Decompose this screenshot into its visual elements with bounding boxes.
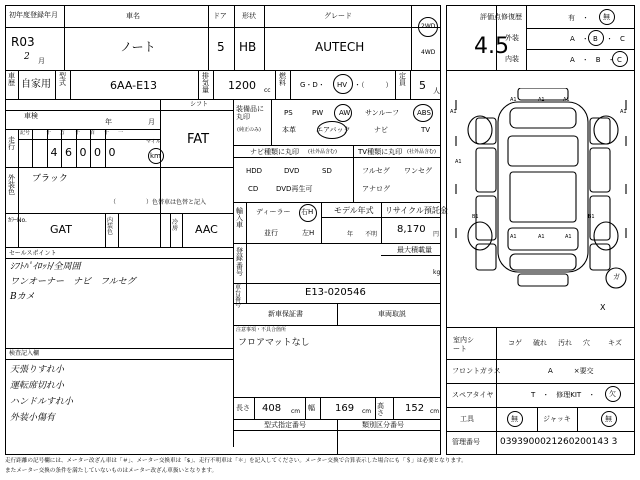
fuel-hv: HV bbox=[337, 81, 348, 89]
fuel-other: ・（ ） bbox=[354, 81, 393, 89]
front: A ×要交 bbox=[548, 367, 594, 375]
repair-opts: 有 ・ bbox=[568, 14, 589, 22]
mgmt: 0393900021260200143 3 bbox=[500, 437, 618, 447]
notes: フロアマットなし bbox=[238, 338, 310, 348]
mileage-digit-2: 6 bbox=[65, 146, 72, 159]
chassis: E13-020546 bbox=[305, 287, 366, 298]
height: 152 bbox=[405, 403, 425, 414]
mileage-head-6: 一 bbox=[118, 130, 124, 136]
load-unit: kg bbox=[433, 269, 441, 276]
length: 408 bbox=[262, 403, 282, 414]
jack-label: ジャッキ bbox=[543, 415, 571, 423]
equip-item: サンルーフ bbox=[365, 109, 400, 117]
mgmt-label: 管理番号 bbox=[452, 438, 480, 446]
damage-mark: A1 bbox=[450, 109, 457, 115]
repair-label: 修復歴 bbox=[501, 13, 522, 21]
ext-opts: A ・ bbox=[570, 35, 589, 43]
capacity: 5 bbox=[419, 79, 426, 92]
jack-none: 無 bbox=[605, 415, 612, 423]
cap-unit: 人 bbox=[433, 87, 440, 95]
ext-b: B bbox=[593, 35, 598, 43]
mileage-head-2: 万 bbox=[60, 130, 66, 136]
equip-item: AW bbox=[339, 109, 351, 117]
cooling: AAC bbox=[195, 223, 218, 236]
shaken-year: 年 bbox=[105, 118, 112, 126]
equip-item: ナビ bbox=[374, 126, 388, 134]
recycle-label: リサイクル預託金 bbox=[385, 206, 448, 215]
km: km bbox=[150, 152, 161, 160]
inspection-line: ハンドルすれ小 bbox=[10, 397, 74, 407]
score: 4.5 bbox=[474, 34, 509, 59]
shape: HB bbox=[239, 40, 257, 54]
hgt-label: 高さ bbox=[377, 402, 384, 417]
seat-option: 穴 bbox=[583, 339, 590, 347]
mileage-head-1: 十 bbox=[46, 130, 52, 136]
sales-title: セールスポイント bbox=[9, 250, 57, 257]
front-label: フロントガラス bbox=[452, 367, 501, 375]
notes-title: 注意事項・不具合箇所 bbox=[236, 327, 287, 333]
doors: 5 bbox=[217, 40, 225, 54]
grade-label: グレード bbox=[324, 12, 352, 20]
ext-c: ・ C bbox=[606, 35, 625, 43]
equip-item: 本革 bbox=[282, 126, 296, 134]
seat-option: キズ bbox=[608, 339, 622, 347]
fuel-opts: G・D・ bbox=[300, 81, 325, 89]
inspection-line: 天張りすれ小 bbox=[10, 365, 65, 375]
tools-none: 無 bbox=[511, 415, 518, 423]
mileage-head-0: 記号 bbox=[20, 130, 31, 136]
cap-label: 定員 bbox=[399, 72, 406, 87]
year-unknown: 不明 bbox=[365, 231, 378, 238]
int-label: 内装 bbox=[505, 55, 519, 63]
equip-sub: (純正のみ) bbox=[237, 127, 261, 133]
drive-2wd: 2WD bbox=[421, 23, 436, 30]
glass-mark: ガ bbox=[613, 273, 620, 281]
len-label: 長さ bbox=[236, 404, 250, 412]
equip-label: 装備品に丸印 bbox=[236, 105, 264, 121]
drive-4wd: 4WD bbox=[421, 49, 436, 56]
spare-label: スペアタイヤ bbox=[452, 391, 494, 399]
shape-label: 形状 bbox=[242, 12, 256, 20]
shaken-label: 車検 bbox=[24, 112, 38, 120]
footer-line-2: またメーター交換の条件を満たしていないものはメーター改ざん車扱いとなります。 bbox=[5, 468, 218, 474]
colorno-label: ｶﾗｰNo. bbox=[8, 217, 27, 224]
usage-label: 車歴 bbox=[8, 72, 15, 87]
damage-mark: A1 bbox=[538, 234, 545, 240]
int-color-label: 内装色 bbox=[107, 217, 114, 236]
repair-none: 無 bbox=[603, 13, 610, 21]
sales-line: Bカメ bbox=[10, 292, 35, 302]
displacement: 1200 bbox=[228, 79, 256, 92]
equip-item: ABS bbox=[417, 109, 431, 117]
inspection-line: 運転席切れ小 bbox=[10, 381, 65, 391]
disp-label: 排気量 bbox=[202, 72, 209, 94]
damage-mark: A1 bbox=[538, 97, 545, 103]
damage-mark: A1 bbox=[565, 234, 572, 240]
warranty: 新車保証書 bbox=[268, 310, 303, 318]
tv-option: アナログ bbox=[362, 185, 390, 193]
chassis-label: 車台番号 bbox=[235, 284, 242, 309]
nav-option: DVD bbox=[284, 167, 300, 175]
tv-sub: (社外品含む) bbox=[407, 149, 436, 155]
dealer: ディーラー bbox=[256, 208, 291, 216]
spare: T ・ 修理KIT ・ bbox=[531, 391, 596, 399]
doors-label: ドア bbox=[213, 12, 227, 20]
seat-option: コゲ bbox=[508, 339, 522, 347]
reg-era: R03 bbox=[11, 35, 35, 49]
int-opts: A ・ B ・ bbox=[570, 56, 615, 64]
recycle: 8,170 bbox=[397, 224, 426, 235]
sales-line: ワンオーナー ナビ フルセグ bbox=[10, 277, 136, 287]
seat-option: 汚れ bbox=[558, 339, 572, 347]
mileage-head-4: 百 bbox=[90, 130, 96, 136]
sales-line: ｼﾌﾄﾊﾟｲﾛｯﾄ/全周囲 bbox=[10, 262, 81, 272]
width: 169 bbox=[335, 403, 355, 414]
color-label: 外装色 bbox=[8, 174, 15, 196]
nav-option: DVD再生可 bbox=[276, 185, 313, 193]
equip-item: PS bbox=[284, 109, 293, 117]
year-unit: 年 bbox=[347, 231, 354, 238]
shift-label: シフト bbox=[190, 101, 209, 108]
footer-line-1: 走行距離の記号欄には、メーター改ざん車は「＃」、メーター交換車は「$」、走行不明車は「＊」を記入してください。メーター交換で合算表示した場合にも「＄」は必要となります。 bbox=[5, 458, 467, 464]
manual: 車両取説 bbox=[378, 310, 406, 318]
recycle-unit: 円 bbox=[433, 231, 440, 238]
fuel-label: 燃料 bbox=[279, 72, 286, 87]
nav-sub: (社外品含む) bbox=[308, 149, 337, 155]
seat-label: 室内シート bbox=[453, 336, 474, 354]
regno-label: 登録番号 bbox=[236, 247, 243, 278]
seat-option: 破れ bbox=[533, 339, 547, 347]
name-label: 車名 bbox=[126, 12, 140, 20]
ext-label: 外装 bbox=[505, 34, 519, 42]
wid-unit: cm bbox=[362, 408, 372, 415]
cool-label: 冷房 bbox=[172, 219, 179, 232]
car-name: ノート bbox=[120, 40, 156, 54]
equip-item: TV bbox=[421, 126, 431, 134]
damage-mark: B1 bbox=[472, 214, 479, 220]
equip-item: エアバック bbox=[316, 126, 351, 134]
damage-mark: A1 bbox=[455, 159, 462, 165]
damage-mark: A1 bbox=[510, 234, 517, 240]
reg-month-unit: 月 bbox=[38, 57, 45, 65]
damage-mark: A1 bbox=[620, 109, 627, 115]
colorno: GAT bbox=[50, 223, 72, 236]
disp-unit: cc bbox=[264, 87, 271, 94]
model: 6AA-E13 bbox=[110, 79, 158, 92]
nav-option: SD bbox=[322, 167, 332, 175]
score-label: 評価点 bbox=[480, 13, 501, 21]
model-label: 型式 bbox=[59, 72, 66, 87]
reg-label: 初年度登録年月 bbox=[9, 11, 58, 19]
inspection-line: 外装小傷有 bbox=[10, 413, 56, 423]
mileage-head-5: 十 bbox=[104, 130, 110, 136]
spare-none: 欠 bbox=[609, 390, 616, 398]
x-mark: X bbox=[600, 303, 606, 312]
damage-mark: A1 bbox=[563, 97, 570, 103]
mile-label: マイル bbox=[146, 139, 161, 145]
usage: 自家用 bbox=[21, 79, 51, 90]
mileage-digit-3: 0 bbox=[79, 146, 87, 159]
wid-label: 幅 bbox=[308, 404, 315, 412]
tv-label: TV種類に丸印 bbox=[358, 148, 403, 156]
tv-option: ワンセグ bbox=[404, 167, 432, 175]
reg-month: 2 bbox=[24, 52, 30, 62]
typeno-label: 型式指定番号 bbox=[264, 421, 306, 429]
shaken-month: 月 bbox=[148, 118, 155, 126]
hgt-unit: cm bbox=[430, 408, 440, 415]
year-label: モデル年式 bbox=[334, 206, 374, 215]
run-label: 走行 bbox=[8, 136, 15, 151]
nav-option: HDD bbox=[246, 167, 263, 175]
int-c: C bbox=[617, 56, 622, 64]
mileage-digit-5: 0 bbox=[108, 146, 116, 159]
migi: 右H bbox=[301, 208, 314, 216]
damage-mark: A1 bbox=[510, 97, 517, 103]
len-unit: cm bbox=[291, 408, 301, 415]
nav-option: CD bbox=[248, 185, 259, 193]
insp-title: 検査記入欄 bbox=[9, 350, 40, 357]
tools-label: 工具 bbox=[460, 415, 474, 423]
tv-option: フルセグ bbox=[362, 167, 390, 175]
mileage-digit-4: 0 bbox=[94, 146, 101, 159]
equip-item: PW bbox=[312, 109, 324, 117]
color-note: （ ）色替車は色替と記入 bbox=[110, 199, 207, 206]
mileage-digit-1: 4 bbox=[50, 146, 58, 159]
hidari: 左H bbox=[302, 229, 315, 237]
car-diagram bbox=[448, 88, 634, 324]
classno-label: 類別区分番号 bbox=[362, 421, 404, 429]
grade: AUTECH bbox=[315, 40, 365, 54]
import-label: 輸入車 bbox=[236, 207, 243, 229]
nav-label: ナビ種類に丸印 bbox=[250, 148, 299, 156]
damage-mark: B1 bbox=[588, 214, 595, 220]
mileage-head-3: 千 bbox=[75, 130, 81, 136]
load-label: 最大積載量 bbox=[397, 246, 432, 254]
color: ブラック bbox=[32, 174, 68, 184]
heiko: 並行 bbox=[264, 229, 278, 237]
shift: FAT bbox=[187, 132, 210, 147]
